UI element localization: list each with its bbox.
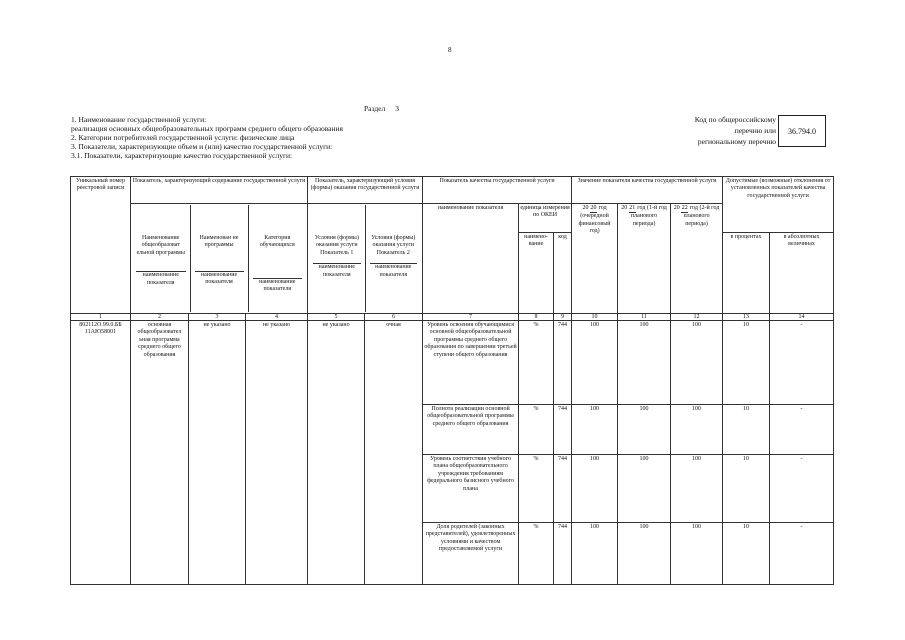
row-1-pct: 10 (723, 321, 770, 405)
header-indicator-name: наименование показателя (423, 204, 519, 314)
page-number: 8 (448, 46, 452, 54)
record-id: 802112О.99.0.ББ 11АЮ58001 (71, 321, 131, 585)
header-line-3: 2. Категории потребителей государственной услуги: физические лица (71, 133, 295, 142)
row-3-abs: - (770, 455, 834, 523)
column-number: 11 (618, 314, 671, 321)
sub-programs: Наименован не программы (199, 235, 239, 249)
row-1-v3: 100 (671, 321, 723, 405)
row-4-v1: 100 (572, 523, 618, 585)
column-number: 14 (770, 314, 834, 321)
row-1-v1: 100 (572, 321, 618, 405)
header-line-1: 1. Наименование государственной услуги: (71, 115, 207, 124)
row-3-unit: % (519, 455, 554, 523)
year-3-value: 22 (681, 205, 688, 213)
header-content-indicator: Показатель, характеризующий содержание государственной услуги (131, 177, 308, 204)
header-line-2: реализация основных общеобразовательных программ среднего общего образования (71, 124, 343, 133)
row-2-code: 744 (554, 405, 572, 455)
row-4-name: Доля родителей (законных представителей), удовлетворенных условиями и качеством предоставляемой услуги (423, 523, 519, 585)
row-3-v1: 100 (572, 455, 618, 523)
header-unit: единица измерения по ОКЕИ (519, 204, 572, 233)
sub-program-name: Наименование общеобразоват ельной программы (136, 235, 185, 256)
sub-condition-1: Условия (формы) оказания услуги Показатель 1 (314, 235, 359, 256)
header-unit-code: код (554, 233, 572, 314)
column-number: 4 (246, 314, 308, 321)
header-line-5: 3.1. Показатели, характеризующие качество государственной услуги: (71, 151, 293, 160)
year-1-value: 20 (590, 205, 597, 213)
row-4-code: 744 (554, 523, 572, 585)
row-3-v3: 100 (671, 455, 723, 523)
code-register-line-3: региональному перечню (697, 137, 776, 146)
header-quality-indicator: Показатель качества государственной услуги (423, 177, 572, 204)
name-label-5: наименование показателя (313, 263, 361, 279)
name-label-3: наименование показателя (195, 271, 244, 287)
header-percent: в процентах (723, 233, 770, 314)
section-number: 3 (395, 104, 399, 113)
header-record-number: Уникальный номер реестровой записи (71, 177, 131, 314)
header-conditions-indicator: Показатель, характеризующий условия (формы) оказания государственной услуги (308, 177, 423, 204)
sub-category: Категория обучающихся (259, 235, 295, 249)
header-year-3: 20 22 год (2-й год планового периода) (671, 204, 723, 314)
row-4-unit: % (519, 523, 554, 585)
column-number: 5 (308, 314, 365, 321)
column-number: 1 (71, 314, 131, 321)
code-register-value: 36.794.0 (778, 115, 826, 147)
row-4-v2: 100 (618, 523, 671, 585)
column-numbers-row (71, 314, 834, 321)
header-deviation: Допустимые (возможные) отклонения от установленных показателей качества государственной услуги (723, 177, 834, 233)
header-line-4: 3. Показатели, характеризующие объем и (или) качество государственной услуги: (71, 142, 333, 151)
year-2-value: 21 (629, 205, 636, 213)
row-3-pct: 10 (723, 455, 770, 523)
header-indicator-values: Значение показателя качества государственной услуги (572, 177, 723, 204)
row-2-abs: - (770, 405, 834, 455)
row-2-name: Полнота реализации основной общеобразовательной программы среднего общего образования (423, 405, 519, 455)
header-conditions-sub (308, 204, 423, 314)
name-label-6: наименование показателя (370, 263, 418, 279)
row-1-v2: 100 (618, 321, 671, 405)
row-4-pct: 10 (723, 523, 770, 585)
header-year-2: 20 21 год (1-й год планового периода) (618, 204, 671, 314)
row-2-v2: 100 (618, 405, 671, 455)
column-number: 6 (365, 314, 423, 321)
row-4-abs: - (770, 523, 834, 585)
sub-condition-2: Условия (формы) оказания услуги Показатель 2 (371, 235, 416, 256)
row-1-code: 744 (554, 321, 572, 405)
row-2-v3: 100 (671, 405, 723, 455)
section-label: Раздел (364, 104, 386, 113)
row-2-v1: 100 (572, 405, 618, 455)
row-3-name: Уровень соответствия учебного плана общеобразовательного учреждения требованиям федерального базисного учебного плана (423, 455, 519, 523)
name-label-2: наименование показателя (136, 271, 186, 287)
name-label-4: наименование показателя (253, 278, 303, 294)
column-number: 12 (671, 314, 723, 321)
record-condition-1: не указано (308, 321, 365, 585)
record-program: основная общеобразовател ьная программа среднего общего образования (131, 321, 189, 585)
column-number: 3 (189, 314, 246, 321)
section-heading (364, 104, 399, 113)
column-number: 10 (572, 314, 618, 321)
record-condition-2: очная (365, 321, 423, 585)
record-category: не указано (246, 321, 308, 585)
column-number: 13 (723, 314, 770, 321)
table-row (71, 321, 834, 405)
header-content-sub (131, 204, 308, 314)
code-register-line-1: Код по общероссийскому (694, 115, 776, 124)
header-year-1: 20 20 год (очередной финансовый год) (572, 204, 618, 314)
row-1-unit: % (519, 321, 554, 405)
header-unit-name: наимено- вание (519, 233, 554, 314)
row-1-name: Уровень освоения обучающимися основной общеобразовательной программы среднего общего образования по завершении третьей ступени общего образования (423, 321, 519, 405)
row-2-pct: 10 (723, 405, 770, 455)
row-2-unit: % (519, 405, 554, 455)
row-3-v2: 100 (618, 455, 671, 523)
column-number: 7 (423, 314, 519, 321)
code-register-line-2: перечню или (734, 126, 776, 135)
row-1-abs: - (770, 321, 834, 405)
header-absolute: в абсолютных величинах (770, 233, 834, 314)
record-programs: не указано (189, 321, 246, 585)
row-4-v3: 100 (671, 523, 723, 585)
column-number: 8 (519, 314, 554, 321)
row-3-code: 744 (554, 455, 572, 523)
quality-indicators-table (70, 176, 834, 585)
column-number: 2 (131, 314, 189, 321)
column-number: 9 (554, 314, 572, 321)
